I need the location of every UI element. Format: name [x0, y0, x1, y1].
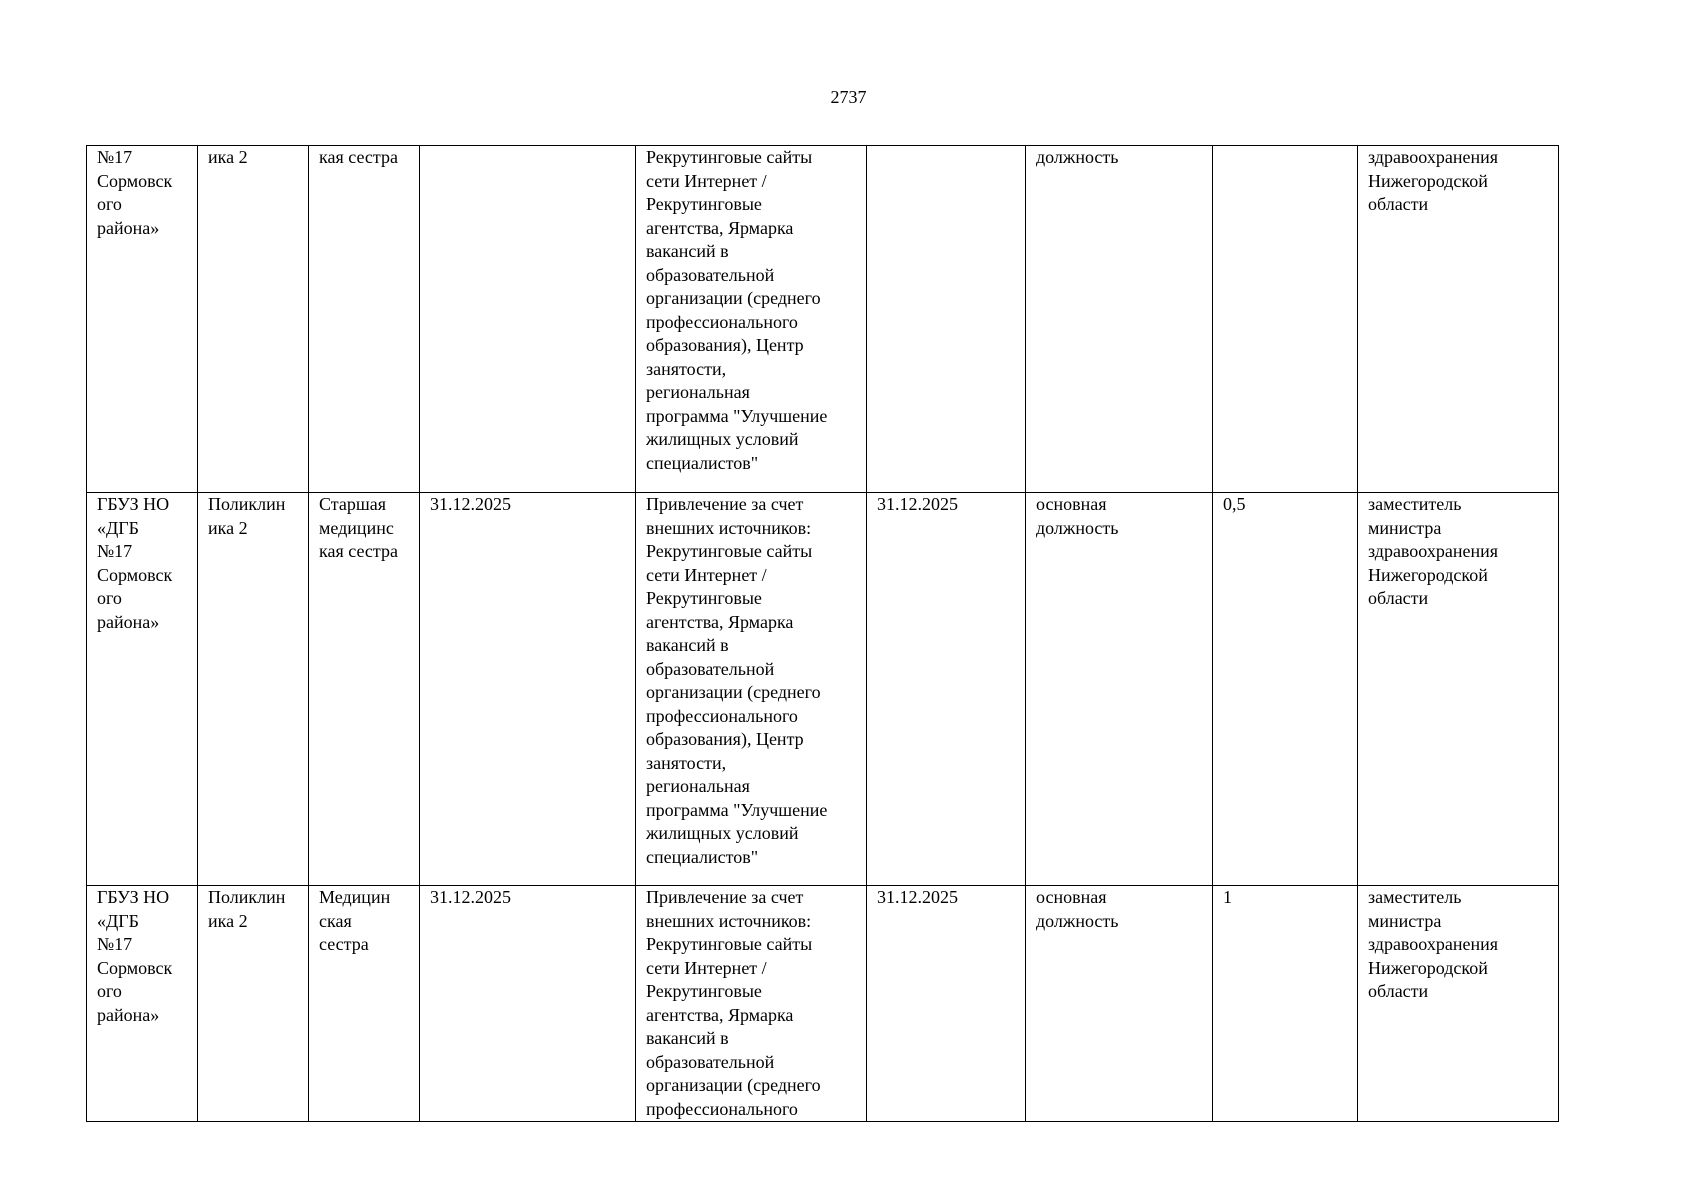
cell-text-line: программа "Улучшение [646, 405, 828, 426]
cell-text-line: профессионального [646, 705, 798, 726]
cell-text-line: 31.12.2025 [430, 887, 511, 907]
cell-text-line: Привлечение за счет [646, 887, 804, 907]
cell-text-line: сети Интернет / [646, 170, 767, 191]
cell-text-line: специалистов" [646, 846, 759, 867]
cell-text-line: области [1368, 588, 1429, 608]
cell-text-line: Рекрутинговые [646, 194, 762, 214]
cell-text-line: сети Интернет / [646, 564, 767, 585]
cell-text-line: ика 2 [208, 147, 248, 167]
cell-text-line: региональная [646, 776, 750, 796]
cell-text-line: Рекрутинговые сайты [646, 934, 813, 954]
cell-text-line: должность [1036, 147, 1119, 167]
cell-text-line: должность [1036, 910, 1119, 931]
cell-text-line: образовательной [646, 264, 775, 285]
cell-text-line: Сормовск [97, 957, 173, 978]
table-cell [309, 146, 420, 493]
cell-text-line: образовательной [646, 1051, 775, 1072]
cell-text-line: образования), Центр [646, 335, 804, 355]
table-cell [420, 146, 636, 493]
cell-text-line: области [1368, 194, 1429, 214]
table-cell [1026, 493, 1213, 886]
cell-text-line: Поликлин [208, 494, 286, 514]
cell-text-line: района» [97, 1004, 160, 1025]
cell-text-line: образовательной [646, 658, 775, 679]
cell-text-line: Рекрутинговые [646, 588, 762, 608]
cell-text-line: министра [1368, 517, 1442, 538]
cell-text-line: «ДГБ [97, 910, 140, 931]
table-cell [636, 886, 867, 1122]
cell-text-line: ская [319, 910, 352, 931]
cell-text-line: региональная [646, 382, 750, 402]
table-row [87, 493, 1559, 886]
cell-text-line: ГБУЗ НО [97, 887, 170, 907]
table-row [87, 146, 1559, 493]
cell-text-line: Сормовск [97, 170, 173, 191]
cell-text-line: жилищных условий [646, 823, 799, 843]
cell-text-line: 31.12.2025 [877, 887, 958, 907]
cell-text-line: 0,5 [1223, 494, 1246, 514]
table-cell [1358, 493, 1559, 886]
cell-text-line: здравоохранения [1368, 147, 1499, 167]
cell-text-line: района» [97, 611, 160, 632]
table-cell [867, 493, 1026, 886]
cell-text-line: программа "Улучшение [646, 799, 828, 820]
cell-text-line: Рекрутинговые сайты [646, 147, 813, 167]
table-cell [198, 886, 309, 1122]
cell-text-line: здравоохранения [1368, 541, 1499, 561]
cell-text-line: ого [97, 194, 122, 214]
table-cell [1026, 886, 1213, 1122]
cell-text-line: Нижегородской [1368, 170, 1488, 191]
table-cell [420, 886, 636, 1122]
table-cell [867, 886, 1026, 1122]
cell-text-line: занятости, [646, 752, 727, 773]
table-cell [309, 886, 420, 1122]
cell-text-line: района» [97, 217, 160, 238]
cell-text-line: жилищных условий [646, 429, 799, 449]
cell-text-line: вакансий в [646, 1028, 729, 1048]
cell-text-line: ого [97, 981, 122, 1001]
cell-text-line: внешних источников: [646, 517, 812, 538]
cell-text-line: области [1368, 981, 1429, 1001]
cell-text-line: Сормовск [97, 564, 173, 585]
table-cell [1358, 146, 1559, 493]
table-cell [198, 493, 309, 886]
cell-text-line: организации (среднего [646, 1075, 821, 1095]
cell-text-line: кая сестра [319, 541, 398, 561]
table-cell [1213, 493, 1358, 886]
cell-text-line: агентства, Ярмарка [646, 1004, 794, 1025]
table-cell [1213, 146, 1358, 493]
cell-text-line: Рекрутинговые [646, 981, 762, 1001]
cell-text-line: №17 [97, 934, 133, 954]
cell-text-line: Старшая [319, 494, 386, 514]
cell-text-line: профессионального [646, 311, 798, 332]
table-cell [87, 493, 198, 886]
cell-text-line: ГБУЗ НО [97, 494, 170, 514]
cell-text-line: «ДГБ [97, 517, 140, 538]
table-cell [198, 146, 309, 493]
cell-text-line: Поликлин [208, 887, 286, 907]
table-cell [309, 493, 420, 886]
cell-text-line: организации (среднего [646, 682, 821, 702]
cell-text-line: ика 2 [208, 910, 248, 931]
cell-text-line: основная [1036, 494, 1107, 514]
cell-text-line: основная [1036, 887, 1107, 907]
cell-text-line: агентства, Ярмарка [646, 611, 794, 632]
table-cell [1026, 146, 1213, 493]
table-row [87, 886, 1559, 1122]
cell-text-line: здравоохранения [1368, 934, 1499, 954]
cell-text-line: кая сестра [319, 147, 398, 167]
cell-text-line: сестра [319, 934, 369, 954]
cell-text-line: медицинс [319, 517, 394, 538]
cell-text-line: ого [97, 588, 122, 608]
cell-text-line: Медицин [319, 887, 391, 907]
table-cell [87, 146, 198, 493]
cell-text-line: Нижегородской [1368, 564, 1488, 585]
table-cell [867, 146, 1026, 493]
table-cell [1213, 886, 1358, 1122]
cell-text-line: заместитель [1368, 494, 1462, 514]
cell-text-line: профессионального [646, 1098, 798, 1119]
cell-text-line: Привлечение за счет [646, 494, 804, 514]
cell-text-line: вакансий в [646, 635, 729, 655]
cell-text-line: министра [1368, 910, 1442, 931]
table-cell [1358, 886, 1559, 1122]
cell-text-line: специалистов" [646, 452, 759, 473]
cell-text-line: №17 [97, 147, 133, 167]
cell-text-line: ика 2 [208, 517, 248, 538]
cell-text-line: должность [1036, 517, 1119, 538]
document-table [86, 145, 1559, 1122]
cell-text-line: заместитель [1368, 887, 1462, 907]
table-cell [87, 886, 198, 1122]
cell-text-line: агентства, Ярмарка [646, 217, 794, 238]
table-cell [636, 493, 867, 886]
cell-text-line: 31.12.2025 [877, 494, 958, 514]
cell-text-line: вакансий в [646, 241, 729, 261]
cell-text-line: занятости, [646, 358, 727, 379]
table-cell [420, 493, 636, 886]
cell-text-line: сети Интернет / [646, 957, 767, 978]
table-cell [636, 146, 867, 493]
cell-text-line: Рекрутинговые сайты [646, 541, 813, 561]
cell-text-line: 31.12.2025 [430, 494, 511, 514]
page-number: 2737 [830, 87, 867, 107]
cell-text-line: образования), Центр [646, 729, 804, 749]
cell-text-line: №17 [97, 541, 133, 561]
table-body [87, 146, 1559, 1122]
cell-text-line: 1 [1223, 887, 1232, 907]
cell-text-line: внешних источников: [646, 910, 812, 931]
cell-text-line: организации (среднего [646, 288, 821, 308]
cell-text-line: Нижегородской [1368, 957, 1488, 978]
